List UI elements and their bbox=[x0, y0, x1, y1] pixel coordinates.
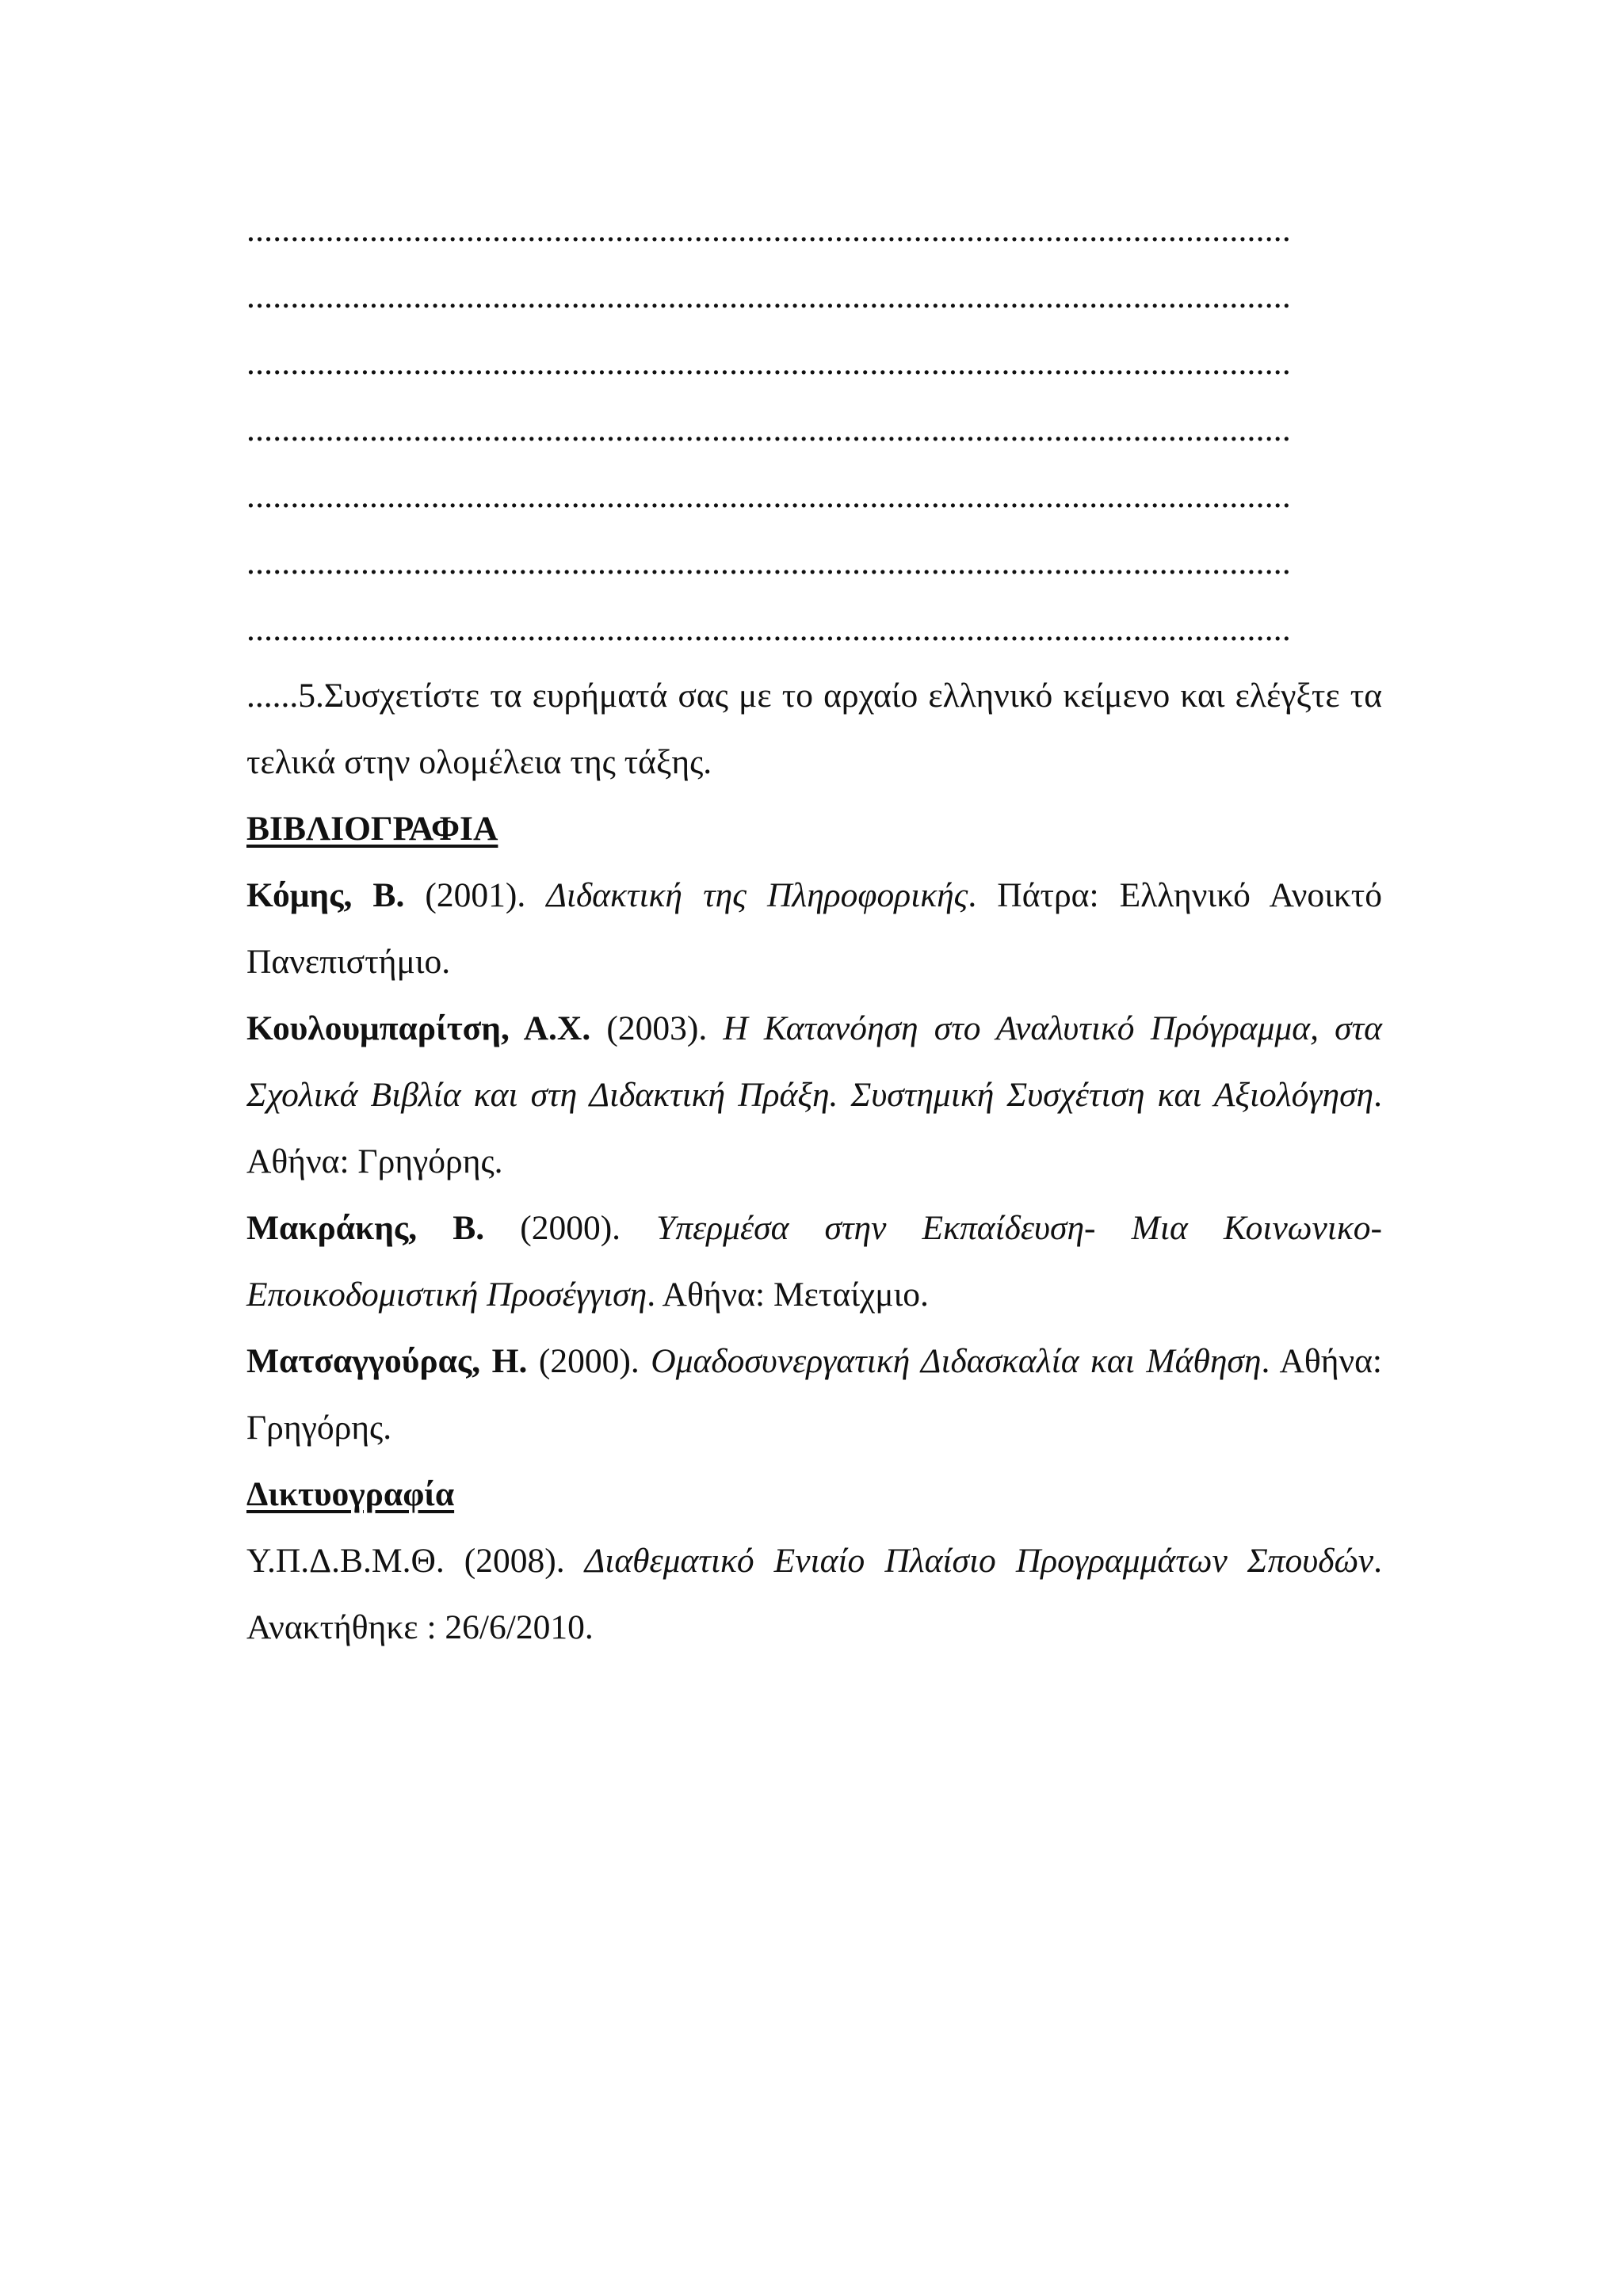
ref-author: Μακράκης, Β. bbox=[246, 1209, 485, 1247]
bibliography-entry bbox=[246, 862, 1382, 995]
answer-line: ....................................................................................................................... bbox=[246, 344, 1291, 382]
ref-year: (2003). bbox=[590, 1009, 724, 1047]
ref-year: (2001). bbox=[404, 876, 547, 914]
ref-publisher: . Πάτρα: Ελληνικό Ανοικτό Πανεπιστήμιο. bbox=[246, 876, 1382, 981]
task-paragraph: ......5.Συσχετίστε τα ευρήματά σας με το αρχαίο ελληνικό κείμενο και ελέγξτε τα τελικά στην ολομέλεια της τάξης. bbox=[246, 677, 1382, 781]
webography-heading: Δικτυογραφία bbox=[246, 1475, 455, 1513]
answer-line: ....................................................................................................................... bbox=[246, 477, 1291, 515]
ref-author: Ματσαγγούρας, Η. bbox=[246, 1342, 528, 1380]
answer-line: ....................................................................................................................... bbox=[246, 277, 1291, 315]
ref-publisher: . Αθήνα: Γρηγόρης. bbox=[246, 1342, 1382, 1447]
ref-year: (2000). bbox=[527, 1342, 651, 1380]
bibliography-entry bbox=[246, 995, 1382, 1195]
answer-line: ....................................................................................................................... bbox=[246, 543, 1291, 582]
ref-publisher: . Αθήνα: Μεταίχμιο. bbox=[647, 1276, 929, 1314]
bibliography-entry bbox=[246, 1195, 1382, 1328]
ref-author: Κουλουμπαρίτση, Α.Χ. bbox=[246, 1009, 591, 1047]
ref-author: Κόμης, Β. bbox=[246, 876, 405, 914]
ref-year: (2000). bbox=[484, 1209, 657, 1247]
answer-line: ....................................................................................................................... bbox=[246, 410, 1291, 448]
ref-title: Υπερμέσα στην Εκπαίδευση- Μια Κοινωνικο-Εποικοδομιστική Προσέγγιση bbox=[246, 1209, 1382, 1314]
answer-line: ....................................................................................................................... bbox=[246, 211, 1291, 249]
ref-title: Ομαδοσυνεργατική Διδασκαλία και Μάθηση bbox=[651, 1342, 1262, 1380]
ref-title: Διδακτική της Πληροφορικής bbox=[546, 876, 968, 914]
ref-title: Η Κατανόηση στο Αναλυτικό Πρόγραμμα, στα Σχολικά Βιβλία και στη Διδακτική Πράξη. Συστημική Συσχέτιση και Αξιολόγηση bbox=[246, 1009, 1382, 1114]
bibliography-entry bbox=[246, 1328, 1382, 1461]
bibliography-heading: ΒΙΒΛΙΟΓΡΑΦΙΑ bbox=[246, 810, 498, 848]
document-page bbox=[246, 196, 1382, 1661]
ref-publisher: . Αθήνα: Γρηγόρης. bbox=[246, 1076, 1382, 1180]
ref-author: Υ.Π.Δ.Β.Μ.Θ. bbox=[246, 1542, 445, 1580]
webography-entry bbox=[246, 1527, 1382, 1661]
ref-year: (2008). bbox=[444, 1542, 585, 1580]
ref-title: Διαθεματικό Ενιαίο Πλαίσιο Προγραμμάτων Σπουδών bbox=[584, 1542, 1374, 1580]
ref-retrieved: . Ανακτήθηκε : 26/6/2010. bbox=[246, 1542, 1382, 1646]
answer-line: ....................................................................................................................... bbox=[246, 610, 1291, 648]
answer-lines bbox=[246, 196, 1382, 662]
